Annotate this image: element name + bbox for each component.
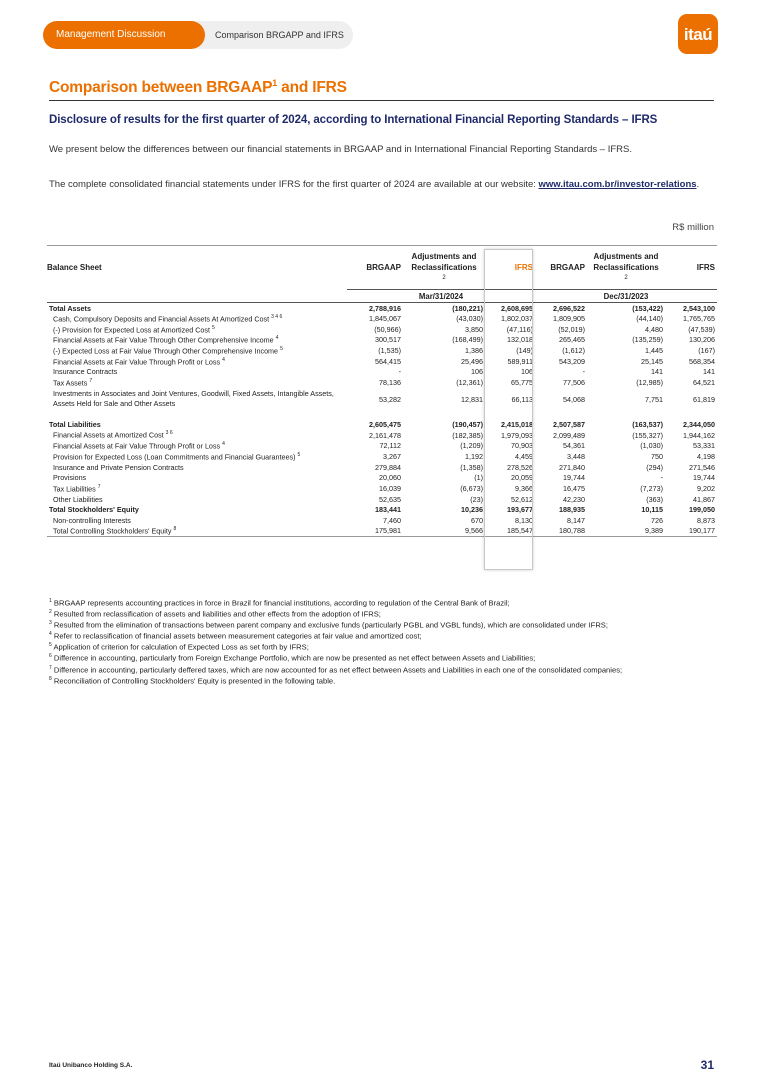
cell-value: (163,537) [632, 419, 663, 429]
footnote-number: 4 [49, 631, 52, 638]
cell-value: 16,039 [379, 483, 401, 493]
row-label [47, 356, 347, 367]
cell-value: 141 [703, 367, 715, 377]
cell-value: (23) [470, 494, 483, 504]
cell-value: 3,448 [567, 451, 585, 461]
header-balance-sheet: Balance Sheet [47, 246, 347, 290]
cell-value: 1,944,162 [683, 430, 715, 440]
header-ifrs-1: IFRS [485, 246, 535, 290]
row-label-text: Financial Assets at Fair Value Through Other Comprehensive Income [53, 335, 274, 345]
balance-sheet-body [47, 303, 717, 537]
section-subtitle: Disclosure of results for the first quarter of 2024, according to International Financial Reporting Standards – IFRS [49, 114, 658, 126]
cell-value: 1,192 [465, 451, 483, 461]
footnote [49, 596, 719, 607]
cell-value: 726 [651, 516, 663, 526]
cell-value: (1) [474, 473, 483, 483]
table-period-row [47, 290, 717, 303]
cell-value: 271,840 [559, 462, 585, 472]
row-label [47, 526, 347, 537]
investor-relations-link[interactable]: www.itau.com.br/investor-relations [538, 179, 697, 190]
row-label [47, 388, 347, 410]
cell-value: 54,361 [563, 441, 585, 451]
row-label-text: Financial Assets at Fair Value Through Profit or Loss [53, 356, 221, 366]
cell-value: 2,415,018 [501, 419, 533, 429]
cell-value: 271,546 [689, 462, 715, 472]
footnote [49, 629, 719, 640]
footnote [49, 618, 719, 629]
row-label-text: Total Controlling Stockholders' Equity [53, 526, 172, 536]
row-label-note: 4 [222, 441, 225, 448]
cell-value: 4,459 [515, 451, 533, 461]
table-row [47, 462, 717, 473]
cell-value: 2,099,489 [553, 430, 585, 440]
cell-value: (155,327) [632, 430, 663, 440]
cell-value: 564,415 [375, 356, 401, 366]
row-label-note: 7 [89, 377, 93, 384]
row-label-text: (-) Expected Loss at Fair Value Through Other Comprehensive Income [53, 346, 279, 356]
table-row [47, 505, 717, 516]
page-title-main: Comparison between BRGAAP [49, 79, 273, 97]
header-adjustments-1 [403, 246, 485, 290]
cell-value: 10,115 [641, 505, 663, 515]
table-row [47, 440, 717, 451]
cell-value: 20,059 [511, 473, 533, 483]
table-row [47, 356, 717, 367]
row-label [47, 472, 347, 483]
footnote-number: 5 [49, 642, 52, 649]
cell-value: 20,060 [379, 473, 401, 483]
cell-value: 188,935 [559, 505, 585, 515]
balance-sheet-table-wrapper [47, 245, 717, 537]
cell-value: (12,361) [456, 378, 483, 388]
footnote-text: Resulted from reclassification of assets and liabilities and other effects from the adoption of IFRS; [53, 609, 381, 619]
footnote-text: Application of criterion for calculation of Expected Loss as set forth by IFRS; [53, 642, 309, 652]
cell-value: 1,386 [465, 346, 483, 356]
row-label [47, 515, 347, 526]
cell-value: 750 [651, 451, 663, 461]
header-brgaap-1: BRGAAP [347, 246, 403, 290]
cell-value: 10,236 [461, 505, 483, 515]
footnote-text: Refer to reclassification of financial assets between measurement categories at fair value and amortized cost; [53, 631, 422, 641]
cell-value: 183,441 [375, 505, 401, 515]
cell-value: (182,385) [452, 430, 483, 440]
footnote-number: 3 [49, 620, 52, 627]
intro-paragraph-2 [49, 178, 714, 192]
cell-value: (47,539) [688, 324, 715, 334]
cell-value: 61,819 [693, 394, 715, 404]
cell-value: 25,496 [461, 356, 483, 366]
footnote [49, 651, 719, 662]
row-label-text: Provision for Expected Loss (Loan Commitments and Financial Guarantees) [53, 452, 296, 462]
cell-value: 4,198 [697, 451, 715, 461]
cell-value: 106 [471, 367, 483, 377]
cell-value: 1,979,093 [501, 430, 533, 440]
cell-value: 9,202 [697, 483, 715, 493]
row-label [47, 430, 347, 441]
cell-value: 8,873 [697, 516, 715, 526]
page-title-tail: and IFRS [277, 79, 347, 97]
row-label [47, 345, 347, 356]
cell-value: (180,221) [452, 303, 483, 313]
table-header-row [47, 246, 717, 290]
table-row [47, 526, 717, 537]
cell-value: 670 [471, 516, 483, 526]
cell-value: 8,130 [515, 516, 533, 526]
cell-value: (167) [698, 346, 715, 356]
page-title [49, 78, 347, 97]
footnote-text: Reconciliation of Controlling Stockholders' Equity is presented in the following table. [53, 676, 336, 686]
footnote [49, 663, 719, 674]
cell-value: 180,788 [535, 526, 587, 537]
cell-value: 9,366 [515, 483, 533, 493]
cell-value: 1,445 [645, 346, 663, 356]
table-row [47, 451, 717, 462]
row-label-note: 4 [222, 356, 225, 363]
row-label-note: 5 [280, 345, 283, 352]
period-dec-2023: Dec/31/2023 [535, 290, 717, 303]
cell-value: 199,050 [689, 505, 715, 515]
cell-value: 2,696,522 [553, 303, 585, 313]
cell-value: 9,566 [403, 526, 485, 537]
cell-value: 52,635 [379, 494, 401, 504]
cell-value: (44,140) [636, 314, 663, 324]
footnote [49, 607, 719, 618]
header-brgaap-2: BRGAAP [535, 246, 587, 290]
cell-value: (149) [516, 346, 533, 356]
row-label [47, 451, 347, 462]
row-label [47, 505, 347, 516]
header-adj-line1: Adjustments and [411, 252, 477, 261]
row-label [47, 335, 347, 346]
balance-sheet-table [47, 245, 717, 537]
row-label-text: Investments in Associates and Joint Ventures, Goodwill, Fixed Assets, Intangible Assets, Assets Held for Sale and Other Assets [53, 389, 334, 408]
row-label-text: Other Liabilities [53, 494, 103, 504]
table-row [47, 335, 717, 346]
table-row [47, 303, 717, 314]
table-row [47, 515, 717, 526]
page-number: 31 [700, 1058, 714, 1072]
cell-value: (190,457) [452, 419, 483, 429]
cell-value: 7,751 [645, 394, 663, 404]
cell-value: 106 [521, 367, 533, 377]
cell-value: 2,161,478 [369, 430, 401, 440]
cell-value: 568,354 [689, 356, 715, 366]
header-adjustments-2 [587, 246, 665, 290]
cell-value: 2,605,475 [369, 419, 401, 429]
cell-value: 66,113 [511, 394, 533, 404]
cell-value: 42,230 [563, 494, 585, 504]
cell-value: 193,677 [507, 505, 533, 515]
cell-value: 175,981 [347, 526, 403, 537]
footnotes [49, 596, 719, 685]
footnote-number: 8 [49, 675, 52, 682]
cell-value: 12,831 [461, 394, 483, 404]
cell-value: (47,116) [506, 324, 533, 334]
cell-value: 65,775 [511, 378, 533, 388]
table-row [47, 367, 717, 378]
row-label [47, 419, 347, 430]
cell-value: 2,344,050 [683, 419, 715, 429]
row-label-text: Provisions [53, 473, 87, 483]
cell-value: (12,985) [636, 378, 663, 388]
table-row [47, 313, 717, 324]
cell-value: 185,547 [485, 526, 535, 537]
row-label-note: 5 [212, 324, 215, 331]
cell-value: 4,480 [645, 324, 663, 334]
table-row [47, 388, 717, 410]
cell-value: 300,517 [375, 335, 401, 345]
cell-value: 2,608,695 [501, 303, 533, 313]
header-adj-line1: Adjustments and [593, 252, 659, 261]
cell-value: 190,177 [665, 526, 717, 537]
table-row [47, 494, 717, 505]
cell-value: 2,788,916 [369, 303, 401, 313]
cell-value: 279,884 [375, 462, 401, 472]
row-label-note: 8 [173, 526, 177, 533]
period-mar-2024: Mar/31/2024 [347, 290, 535, 303]
cell-value: 41,867 [693, 494, 715, 504]
footnote-text: Resulted from the elimination of transactions between parent company and exclusive funds (particularly PGBL and VGBL funds), which are consolidated under IFRS; [53, 620, 608, 630]
period-blank [47, 290, 347, 303]
cell-value: 141 [651, 367, 663, 377]
tab-comparison-brgaap-ifrs[interactable]: Comparison BRGAPP and IFRS [215, 30, 344, 40]
cell-value: (1,209) [460, 441, 483, 451]
footnote-text: Difference in accounting, particularly deffered taxes, which are now accounted for as net effect between Assets and Liabilities in each one of the consolidated companies; [53, 665, 623, 675]
cell-value: 3,850 [465, 324, 483, 334]
header-ifrs-2: IFRS [665, 246, 717, 290]
cell-value: 54,068 [563, 394, 585, 404]
cell-value: 265,465 [559, 335, 585, 345]
cell-value: 77,506 [563, 378, 585, 388]
cell-value: 7,460 [383, 516, 401, 526]
intro-paragraph-2-text: The complete consolidated financial statements under IFRS for the first quarter of 2024 are available at our website: [49, 179, 539, 190]
header-adj-sup: 2 [624, 275, 628, 281]
cell-value: 9,389 [587, 526, 665, 537]
row-label [47, 313, 347, 324]
page-title-sup: 1 [272, 78, 278, 88]
cell-value: 8,147 [567, 516, 585, 526]
row-label-text: (-) Provision for Expected Loss at Amortized Cost [53, 324, 210, 334]
cell-value: 1,765,765 [683, 314, 715, 324]
table-row [47, 377, 717, 388]
footnote [49, 640, 719, 651]
tab-management-discussion[interactable]: Management Discussion &Analysis [43, 21, 205, 49]
cell-value: (1,612) [562, 346, 585, 356]
footnote-text: Difference in accounting, particularly from Foreign Exchange Portfolio, which are now be presented as net effect between Assets and Liabilities; [53, 654, 536, 663]
cell-value: (294) [646, 462, 663, 472]
cell-value: 2,507,587 [553, 419, 585, 429]
cell-value: (363) [646, 494, 663, 504]
title-divider [49, 100, 714, 101]
row-label [47, 367, 347, 378]
cell-value: 16,475 [563, 483, 585, 493]
cell-value: 2,543,100 [683, 303, 715, 313]
itau-logo: itaú [678, 14, 718, 54]
cell-value: 589,911 [507, 356, 533, 366]
section-tabs [43, 21, 353, 68]
cell-value: 1,802,037 [501, 314, 533, 324]
cell-value: 52,612 [511, 494, 533, 504]
cell-value: 72,112 [379, 441, 401, 451]
row-label [47, 462, 347, 473]
row-label-text: Total Liabilities [49, 419, 101, 429]
row-label-note: 3 6 [165, 430, 173, 437]
cell-value: 70,903 [511, 441, 533, 451]
footer-company: Itaú Unibanco Holding S.A. [49, 1062, 133, 1069]
row-label-text: Insurance Contracts [53, 367, 118, 377]
cell-value: - [660, 473, 663, 483]
cell-value: - [582, 367, 585, 377]
header-adj-line2: Reclassifications [593, 263, 659, 272]
cell-value: 132,018 [507, 335, 533, 345]
cell-value: 543,209 [559, 356, 585, 366]
row-label [47, 483, 347, 494]
cell-value: 64,521 [693, 378, 715, 388]
header-adj-line2: Reclassifications [411, 263, 477, 272]
row-label-text: Tax Liabilities [53, 484, 96, 494]
cell-value: (135,259) [632, 335, 663, 345]
cell-value: 19,744 [563, 473, 585, 483]
row-label-note: 3 4 6 [271, 313, 283, 320]
cell-value: (1,030) [640, 441, 663, 451]
cell-value: 19,744 [693, 473, 715, 483]
row-label-note: 4 [275, 335, 279, 342]
header-adj-sup: 2 [442, 275, 446, 281]
intro-paragraph-2-end: . [696, 179, 700, 190]
table-row [47, 483, 717, 494]
cell-value: 1,845,067 [369, 314, 401, 324]
cell-value: (7,273) [640, 483, 663, 493]
cell-value: (153,422) [632, 303, 663, 313]
cell-value: (1,535) [378, 346, 401, 356]
footnote-text: BRGAAP represents accounting practices in force in Brazil for financial institutions, according to regulation of the Central Bank of Brazil; [53, 598, 510, 608]
table-row [47, 345, 717, 356]
row-label [47, 303, 347, 314]
row-label [47, 494, 347, 505]
table-row [47, 419, 717, 430]
row-label [47, 324, 347, 335]
table-row [47, 324, 717, 335]
footnote-number: 2 [49, 609, 52, 616]
table-row [47, 430, 717, 441]
cell-value: 130,206 [689, 335, 715, 345]
cell-value: 1,809,905 [553, 314, 585, 324]
footnote-number: 1 [49, 598, 52, 604]
cell-value: (43,030) [456, 314, 483, 324]
row-label-note: 5 [297, 451, 301, 458]
spacer-row [47, 410, 717, 419]
row-label-text: Financial Assets at Fair Value Through Profit or Loss [53, 441, 221, 451]
cell-value: (50,966) [374, 324, 401, 334]
cell-value: 53,282 [379, 394, 401, 404]
row-label-text: Insurance and Private Pension Contracts [53, 462, 184, 472]
row-label [47, 440, 347, 451]
row-label-text: Total Stockholders' Equity [49, 505, 139, 515]
cell-value: (52,019) [558, 324, 585, 334]
intro-paragraph-1: We present below the differences between our financial statements in BRGAAP and in International Financial Reporting Standards – IFRS. [49, 144, 632, 155]
cell-value: 78,136 [379, 378, 401, 388]
cell-value: 278,526 [507, 462, 533, 472]
row-label-text: Non-controlling Interests [53, 516, 131, 526]
row-label-text: Financial Assets at Amortized Cost [53, 430, 164, 440]
cell-value: 3,267 [383, 451, 401, 461]
cell-value: (6,673) [460, 483, 483, 493]
row-label-text: Total Assets [49, 303, 91, 313]
row-label-text: Cash, Compulsory Deposits and Financial Assets At Amortized Cost [53, 314, 270, 324]
row-label-note: 7 [97, 483, 101, 490]
footnote [49, 674, 719, 685]
cell-value: 53,331 [693, 441, 715, 451]
row-label [47, 377, 347, 388]
cell-value: 25,145 [641, 356, 663, 366]
cell-value: - [398, 367, 401, 377]
row-label-text: Tax Assets [53, 378, 88, 388]
footnote-number: 7 [49, 664, 52, 671]
currency-unit: R$ million [672, 222, 714, 233]
cell-value: (168,499) [452, 335, 483, 345]
footnote-number: 6 [49, 653, 52, 660]
cell-value: (1,358) [460, 462, 483, 472]
table-row [47, 472, 717, 483]
